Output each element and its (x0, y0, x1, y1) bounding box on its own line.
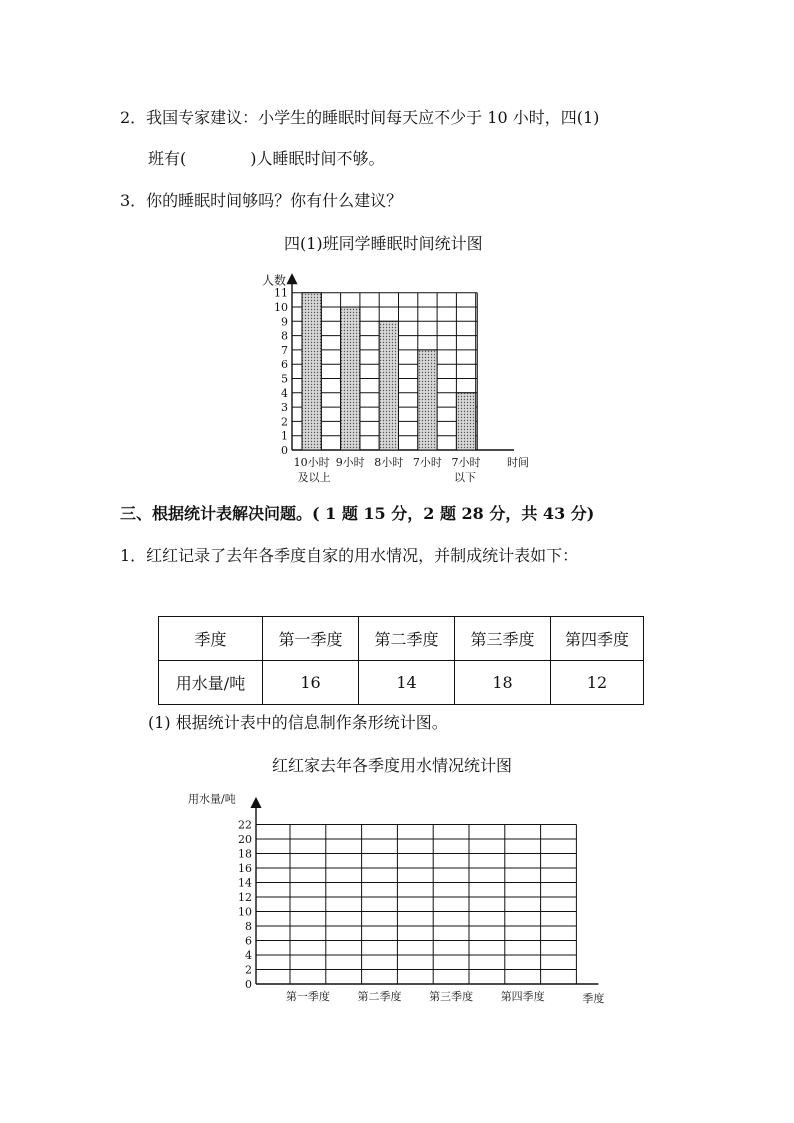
x-axis-label: 时间 (507, 456, 529, 469)
x-tick-label: 10小时 (293, 456, 330, 469)
y-tick-label: 2 (281, 415, 288, 429)
x-tick-label: 7小时 (451, 456, 481, 469)
x-axis-label: 季度 (582, 992, 605, 1005)
sleep-time-bar-chart (250, 263, 550, 483)
table-cell: 14 (359, 661, 455, 705)
question-2-line-1: 2．我国专家建议：小学生的睡眠时间每天应不少于 10 小时，四(1) (120, 108, 600, 127)
y-tick-label: 7 (281, 343, 288, 357)
y-tick-label: 10 (274, 301, 288, 314)
y-tick-label: 20 (238, 833, 252, 846)
x-tick-label: 9小时 (335, 456, 365, 469)
y-tick-label: 4 (281, 386, 288, 400)
bar-7小时 (418, 350, 437, 450)
water-chart-title: 红红家去年各季度用水情况统计图 (272, 756, 513, 775)
y-tick-label: 0 (245, 978, 252, 991)
x-tick-label: 7小时 (412, 456, 442, 469)
bar-8小时 (379, 321, 398, 450)
x-tick-label: 第二季度 (357, 990, 402, 1003)
section-3-heading: 三、根据统计表解决问题。( 1 题 15 分，2 题 28 分，共 43 分) (120, 504, 595, 523)
sleep-chart-title: 四(1)班同学睡眠时间统计图 (284, 234, 483, 253)
bar-9小时 (341, 307, 360, 450)
table-header-row (159, 617, 644, 661)
x-tick-label: 第三季度 (429, 990, 474, 1003)
y-tick-label: 18 (238, 847, 252, 861)
x-tick-label: 以下 (454, 471, 476, 483)
y-tick-label: 14 (238, 876, 252, 890)
question-2-line-2: 班有( )人睡眠时间不够。 (148, 149, 385, 168)
y-axis-label: 人数 (262, 273, 287, 288)
x-tick-label: 8小时 (374, 456, 404, 469)
y-tick-label: 12 (238, 891, 252, 904)
table-cell: 用水量/吨 (159, 661, 263, 705)
table-row (159, 661, 644, 705)
sub-question-1: (1) 根据统计表中的信息制作条形统计图。 (148, 713, 448, 732)
y-tick-label: 16 (238, 862, 252, 875)
table-cell: 16 (263, 661, 359, 705)
table-header-cell: 第二季度 (359, 617, 455, 661)
table-cell: 18 (455, 661, 551, 705)
y-tick-label: 8 (245, 920, 252, 933)
y-tick-label: 0 (281, 444, 288, 457)
y-axis-label: 用水量/吨 (188, 792, 236, 806)
bar-7小时以下 (456, 393, 475, 450)
y-tick-label: 6 (281, 358, 288, 372)
x-tick-label: 及以上 (297, 471, 331, 483)
y-tick-label: 9 (281, 315, 288, 329)
y-tick-label: 6 (245, 934, 252, 948)
question-3: 3．你的睡眠时间够吗？你有什么建议？ (120, 191, 403, 210)
y-tick-label: 3 (281, 401, 288, 415)
y-tick-label: 5 (281, 372, 288, 386)
y-tick-label: 1 (281, 429, 288, 443)
water-usage-bar-chart (180, 788, 620, 1018)
y-tick-label: 8 (281, 329, 288, 343)
section-3-question-1: 1．红红记录了去年各季度自家的用水情况，并制成统计表如下： (120, 546, 579, 565)
water-usage-table (158, 616, 644, 705)
x-tick-label: 第一季度 (285, 990, 330, 1003)
table-header-cell: 第一季度 (263, 617, 359, 661)
table-header-cell: 季度 (159, 617, 263, 661)
y-tick-label: 22 (238, 818, 252, 832)
table-header-cell: 第四季度 (551, 617, 644, 661)
y-tick-label: 11 (274, 286, 288, 300)
y-tick-label: 2 (245, 963, 252, 977)
y-tick-label: 10 (238, 905, 252, 919)
bar-10小时及以上 (302, 293, 321, 450)
y-tick-label: 4 (245, 949, 252, 962)
x-tick-label: 第四季度 (500, 990, 545, 1003)
table-header-cell: 第三季度 (455, 617, 551, 661)
table-cell: 12 (551, 661, 644, 705)
